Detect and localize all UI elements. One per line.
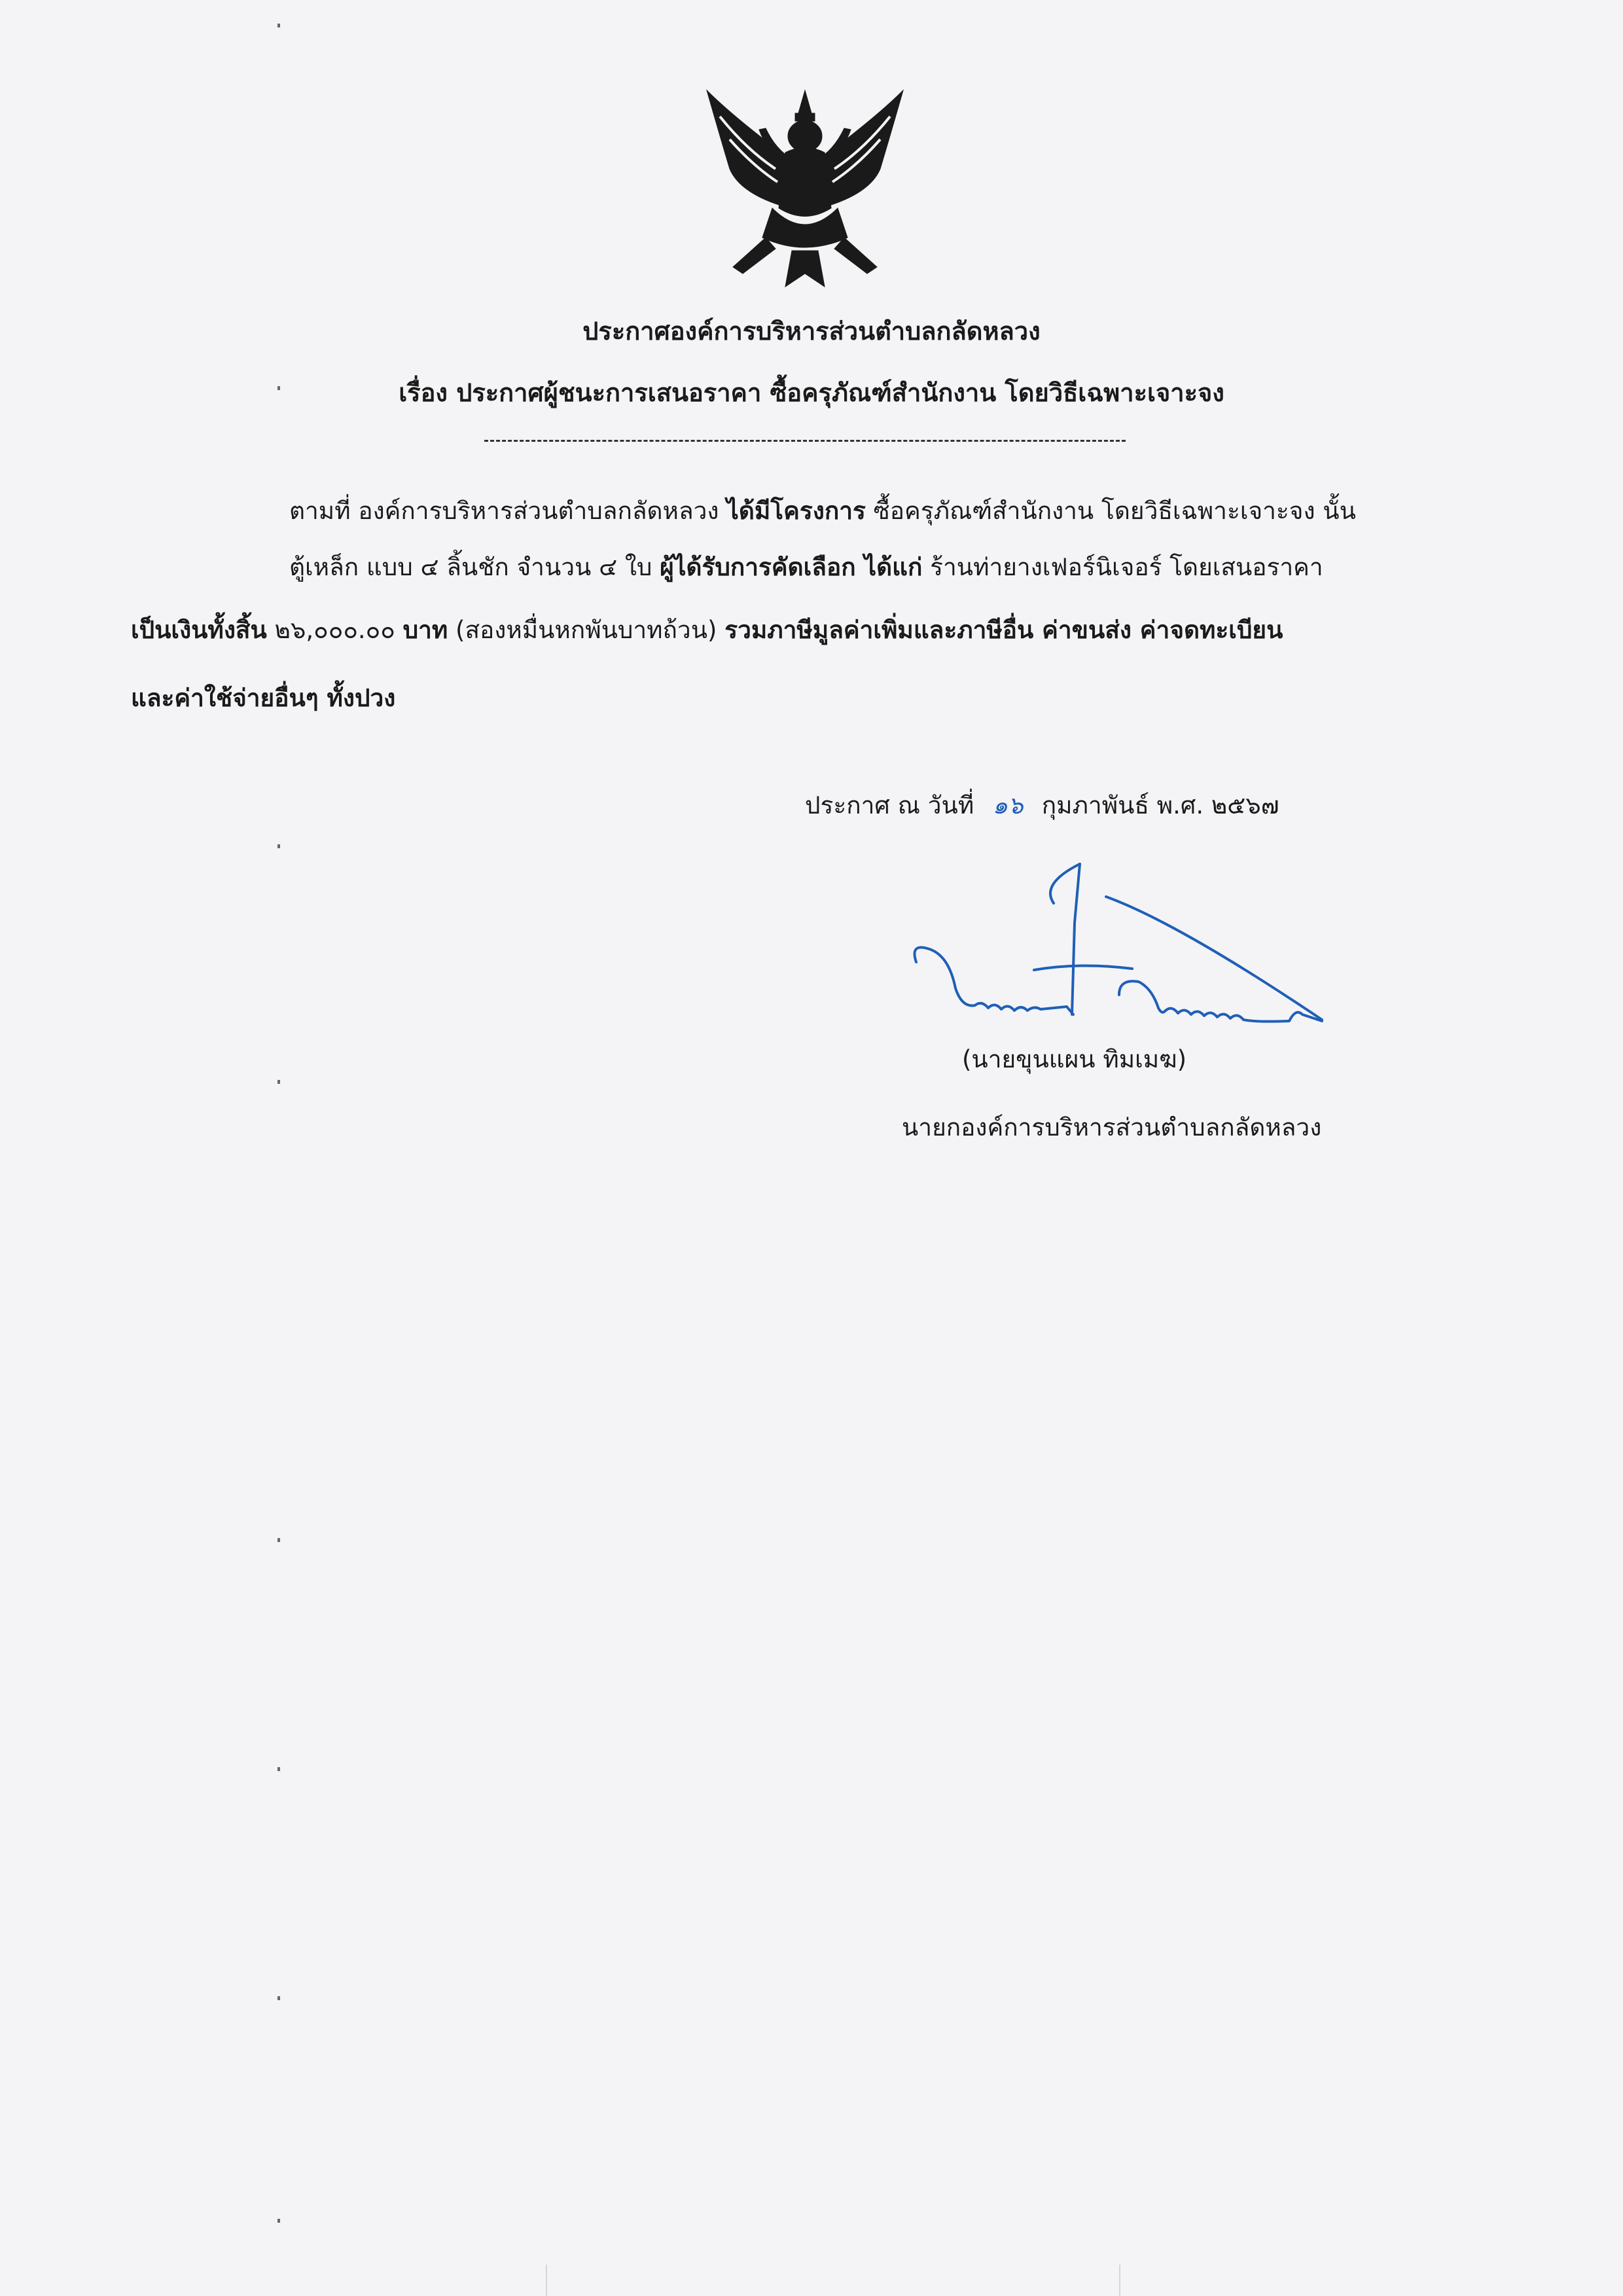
scan-edge	[546, 2265, 547, 2296]
body-text-bold: ผู้ได้รับการคัดเลือก ได้แก่	[660, 553, 923, 581]
body-text-bold: และค่าใช้จ่ายอื่นๆ ทั้งปวง	[131, 684, 396, 712]
body-text: ร้านท่ายางเฟอร์นิเจอร์ โดยเสนอราคา	[922, 553, 1323, 581]
signature-icon	[903, 857, 1335, 1047]
body-line	[131, 681, 1466, 716]
scan-mark	[277, 1080, 280, 1084]
body-line	[289, 550, 1623, 585]
body-text: ตามที่ องค์การบริหารส่วนตำบลกลัดหลวง	[289, 497, 727, 525]
scan-mark	[277, 1996, 280, 2000]
date-prefix: ประกาศ ณ วันที่	[805, 791, 974, 819]
scan-mark	[277, 1767, 280, 1771]
signatory-position: นายกองค์การบริหารส่วนตำบลกลัดหลวง	[902, 1113, 1322, 1141]
document-title: ประกาศองค์การบริหารส่วนตำบลกลัดหลวง	[582, 317, 1041, 346]
scan-mark	[277, 386, 280, 390]
body-text-bold: บาท	[402, 616, 448, 644]
body-text-bold: ได้มีโครงการ	[726, 497, 866, 525]
garuda-emblem-icon	[694, 77, 916, 300]
body-text: ซื้อครุภัณฑ์สำนักงาน โดยวิธีเฉพาะเจาะจง นั้น	[865, 497, 1356, 525]
scan-mark	[277, 1538, 280, 1542]
amount: ๒๖,๐๐๐.๐๐	[266, 616, 403, 644]
signatory-name: (นายขุนแผน ทิมเมฆ)	[962, 1045, 1187, 1073]
divider	[484, 440, 1126, 442]
body-text-bold: รวมภาษีมูลค่าเพิ่มและภาษีอื่น ค่าขนส่ง ค่าจดทะเบียน	[724, 616, 1283, 644]
document-subject: เรื่อง ประกาศผู้ชนะการเสนอราคา ซื้อครุภัณฑ์สำนักงาน โดยวิธีเฉพาะเจาะจง	[399, 378, 1224, 407]
body-text: ตู้เหล็ก แบบ ๔ ลิ้นชัก จำนวน ๔ ใบ	[289, 553, 660, 581]
date-day-handwritten: ๑๖	[992, 791, 1024, 819]
body-line	[289, 493, 1623, 529]
body-line	[131, 613, 1466, 648]
body-text-bold: เป็นเงินทั้งสิ้น	[131, 616, 267, 644]
announcement-date	[805, 788, 1279, 823]
amount-words: (สองหมื่นหกพันบาทถ้วน)	[448, 616, 725, 644]
scan-mark	[277, 2219, 280, 2223]
scan-mark	[277, 844, 280, 848]
scan-edge	[1119, 2265, 1120, 2296]
scan-mark	[277, 24, 280, 27]
date-suffix: กุมภาพันธ์ พ.ศ. ๒๕๖๗	[1041, 791, 1279, 819]
